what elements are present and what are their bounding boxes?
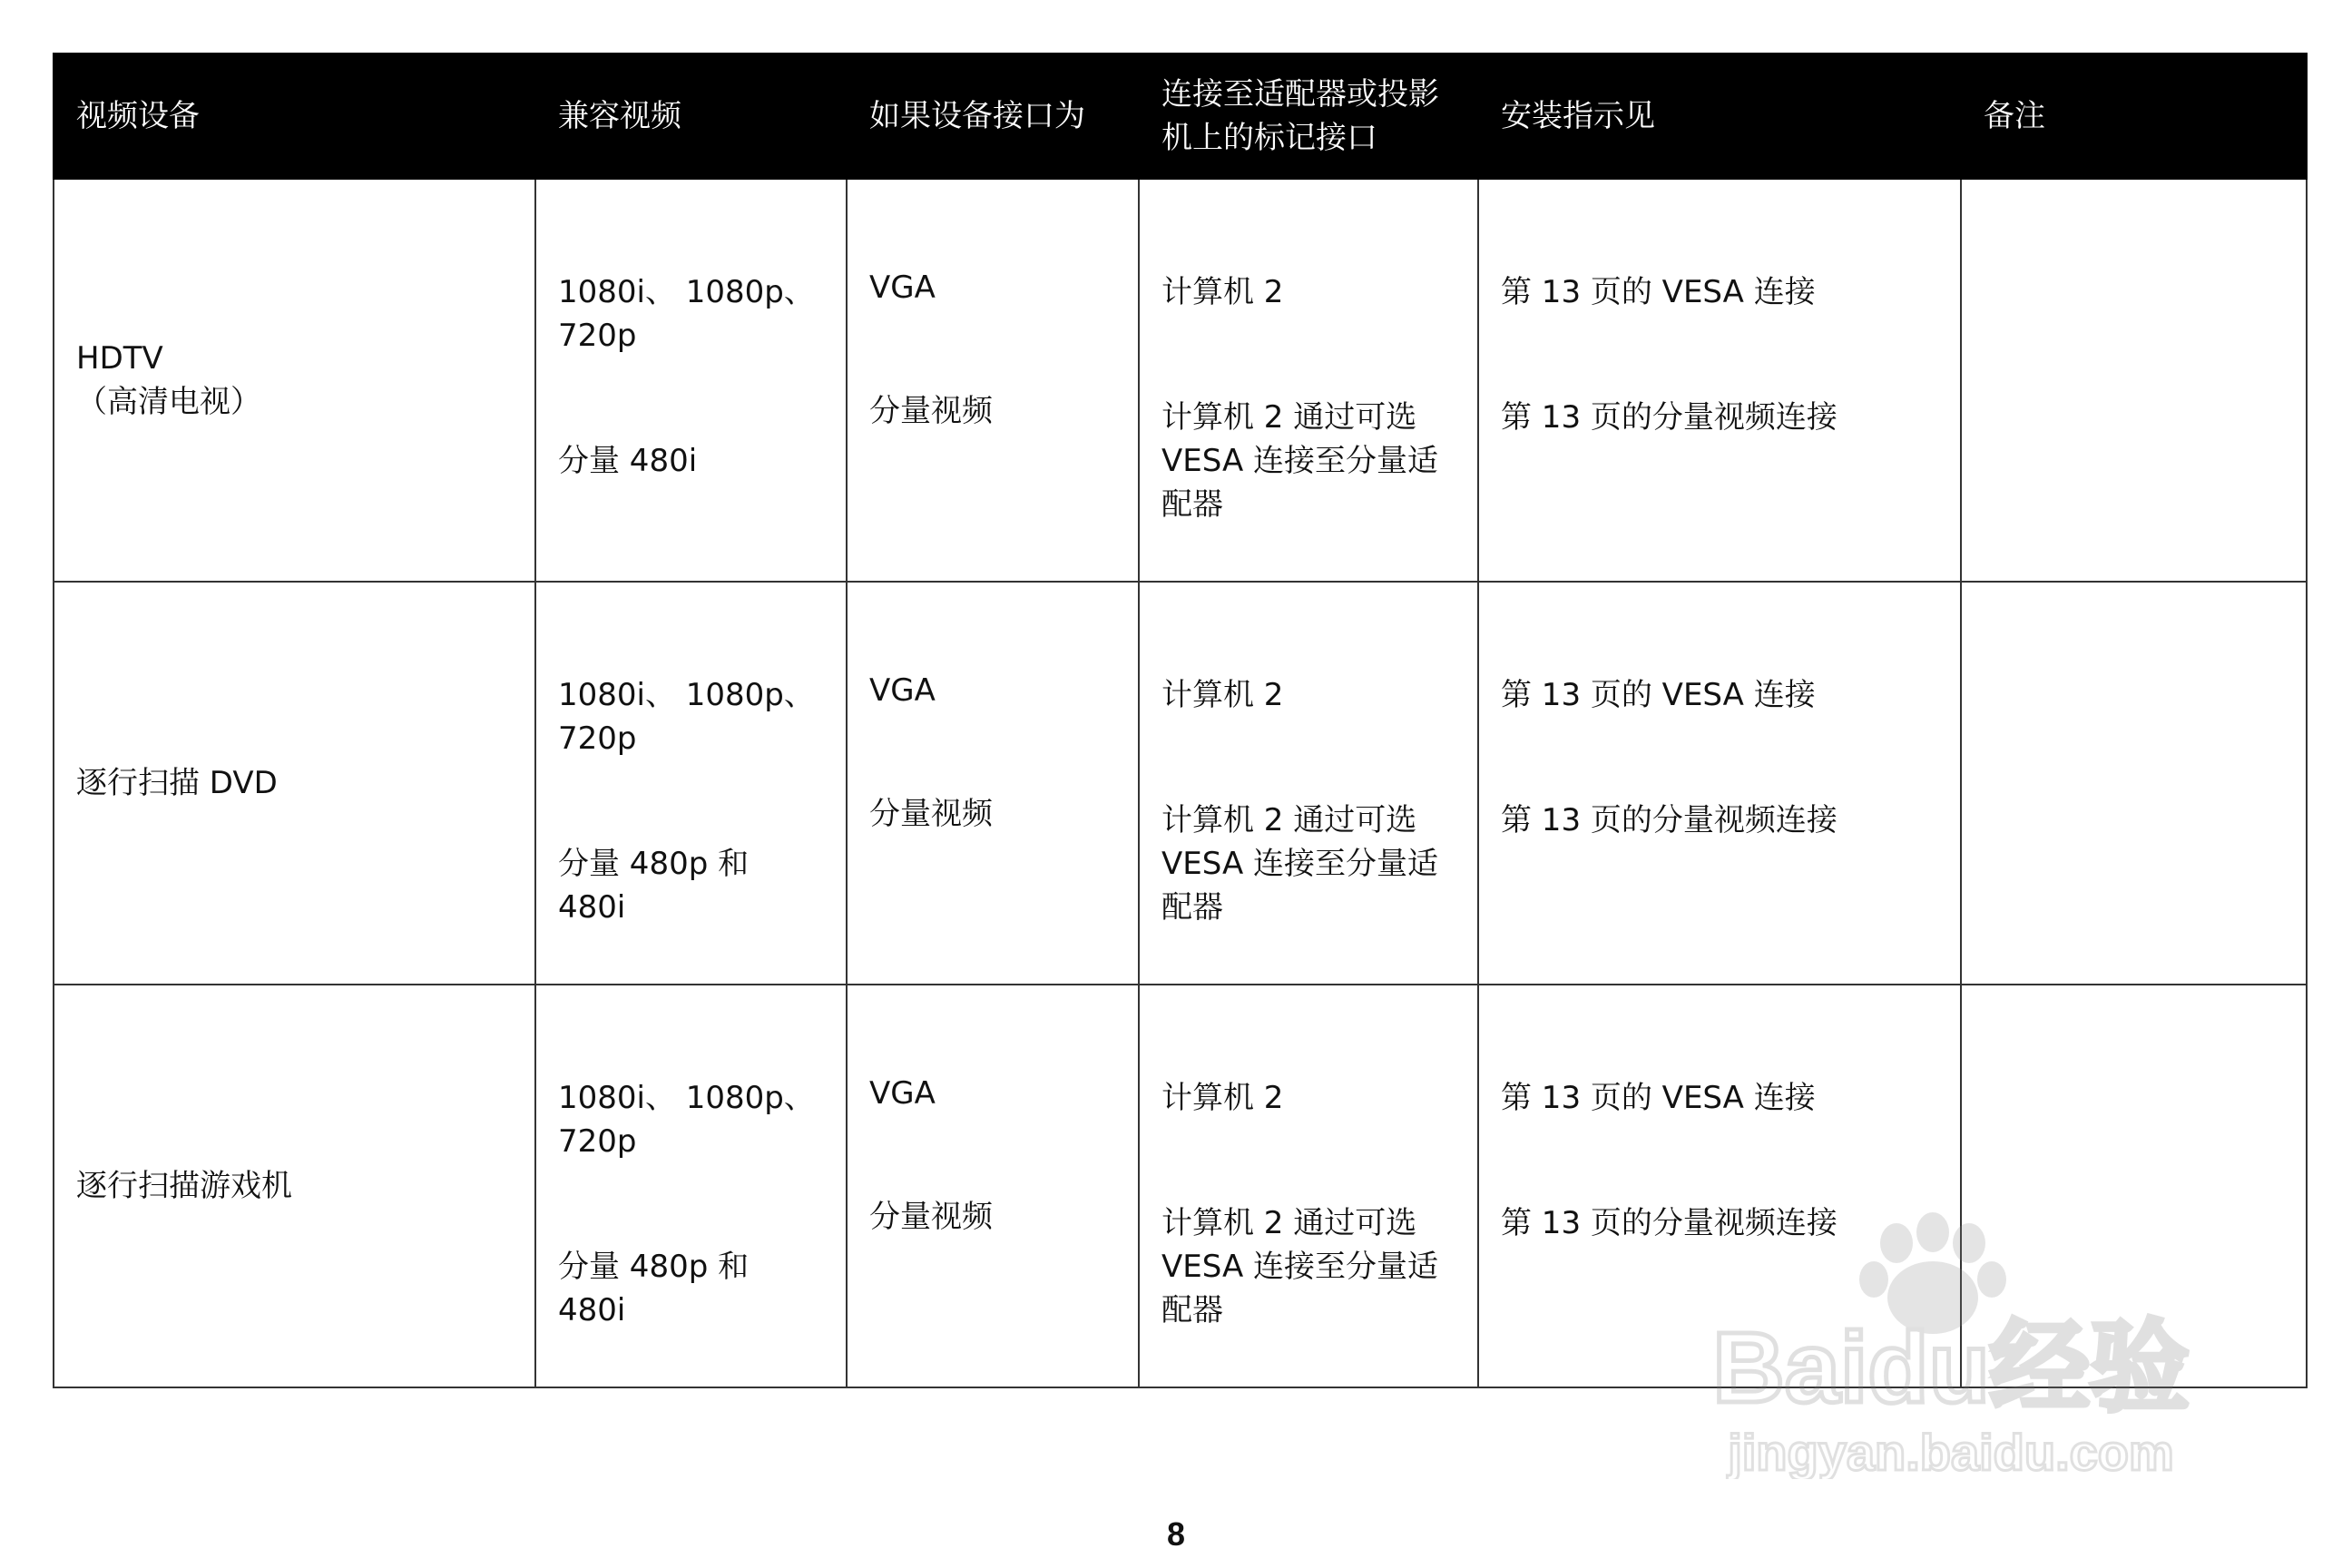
header-device-interface: 如果设备接口为 — [847, 54, 1139, 179]
port-cell — [1139, 179, 1478, 582]
watermark-url: jingyan.baidu.com — [1728, 1424, 2174, 1479]
port-cell — [1139, 985, 1478, 1387]
instructions-cell — [1478, 582, 1961, 985]
header-target-port: 连接至适配器或投影机上的标记接口 — [1139, 54, 1478, 179]
instructions-vesa: 第 13 页的 VESA 连接 — [1501, 274, 1816, 310]
port-cell — [1139, 582, 1478, 985]
notes-cell — [1961, 179, 2307, 582]
interface-cell — [847, 179, 1139, 582]
interface-vga: VGA — [869, 672, 936, 709]
header-video-device: 视频设备 — [54, 54, 535, 179]
interface-vga: VGA — [869, 270, 936, 306]
port-primary: 计算机 2 — [1161, 1080, 1284, 1116]
device-cell — [54, 582, 535, 985]
instructions-component: 第 13 页的分量视频连接 — [1501, 802, 1838, 838]
port-primary: 计算机 2 — [1161, 677, 1284, 713]
page-number: 8 — [1166, 1515, 1186, 1553]
device-subname: （高清电视） — [76, 384, 261, 420]
baidu-watermark — [1670, 1207, 2232, 1479]
table-header — [54, 54, 2307, 179]
instructions-cell — [1478, 179, 1961, 582]
device-cell — [54, 179, 535, 582]
video-device-table — [53, 53, 2308, 1388]
interface-component: 分量视频 — [869, 393, 993, 429]
instructions-vesa: 第 13 页的 VESA 连接 — [1501, 677, 1816, 713]
compatible-primary: 1080i、 1080p、 720p — [558, 677, 815, 757]
instructions-vesa: 第 13 页的 VESA 连接 — [1501, 1080, 1816, 1116]
notes-cell — [1961, 582, 2307, 985]
interface-vga: VGA — [869, 1075, 936, 1112]
device-name: 逐行扫描游戏机 — [76, 1168, 292, 1204]
compatible-cell — [535, 985, 847, 1387]
instructions-component: 第 13 页的分量视频连接 — [1501, 399, 1838, 436]
header-notes: 备注 — [1961, 54, 2307, 179]
interface-cell — [847, 582, 1139, 985]
compatible-component: 分量 480i — [558, 443, 698, 479]
device-name: 逐行扫描 DVD — [76, 765, 278, 801]
interface-component: 分量视频 — [869, 1199, 993, 1235]
port-component: 计算机 2 通过可选 VESA 连接至分量适配器 — [1161, 1205, 1439, 1328]
compatible-component: 分量 480p 和 480i — [558, 1249, 750, 1328]
compatible-primary: 1080i、 1080p、 720p — [558, 274, 815, 354]
interface-component: 分量视频 — [869, 796, 993, 832]
interface-cell — [847, 985, 1139, 1387]
baidu-paw-icon — [1670, 1207, 2232, 1479]
header-instructions: 安装指示见 — [1478, 54, 1961, 179]
header-compatible-video: 兼容视频 — [535, 54, 847, 179]
compatible-component: 分量 480p 和 480i — [558, 846, 750, 926]
compatible-cell — [535, 582, 847, 985]
port-primary: 计算机 2 — [1161, 274, 1284, 310]
device-cell — [54, 985, 535, 1387]
instructions-component: 第 13 页的分量视频连接 — [1501, 1205, 1838, 1241]
port-component: 计算机 2 通过可选 VESA 连接至分量适配器 — [1161, 399, 1439, 523]
watermark-brand: Baidu经验 — [1712, 1312, 2190, 1424]
header-row — [54, 54, 2307, 179]
device-name: HDTV — [76, 340, 163, 377]
compatible-cell — [535, 179, 847, 582]
table-row — [54, 179, 2307, 582]
table-row — [54, 582, 2307, 985]
compatible-primary: 1080i、 1080p、 720p — [558, 1080, 815, 1160]
port-component: 计算机 2 通过可选 VESA 连接至分量适配器 — [1161, 802, 1439, 926]
